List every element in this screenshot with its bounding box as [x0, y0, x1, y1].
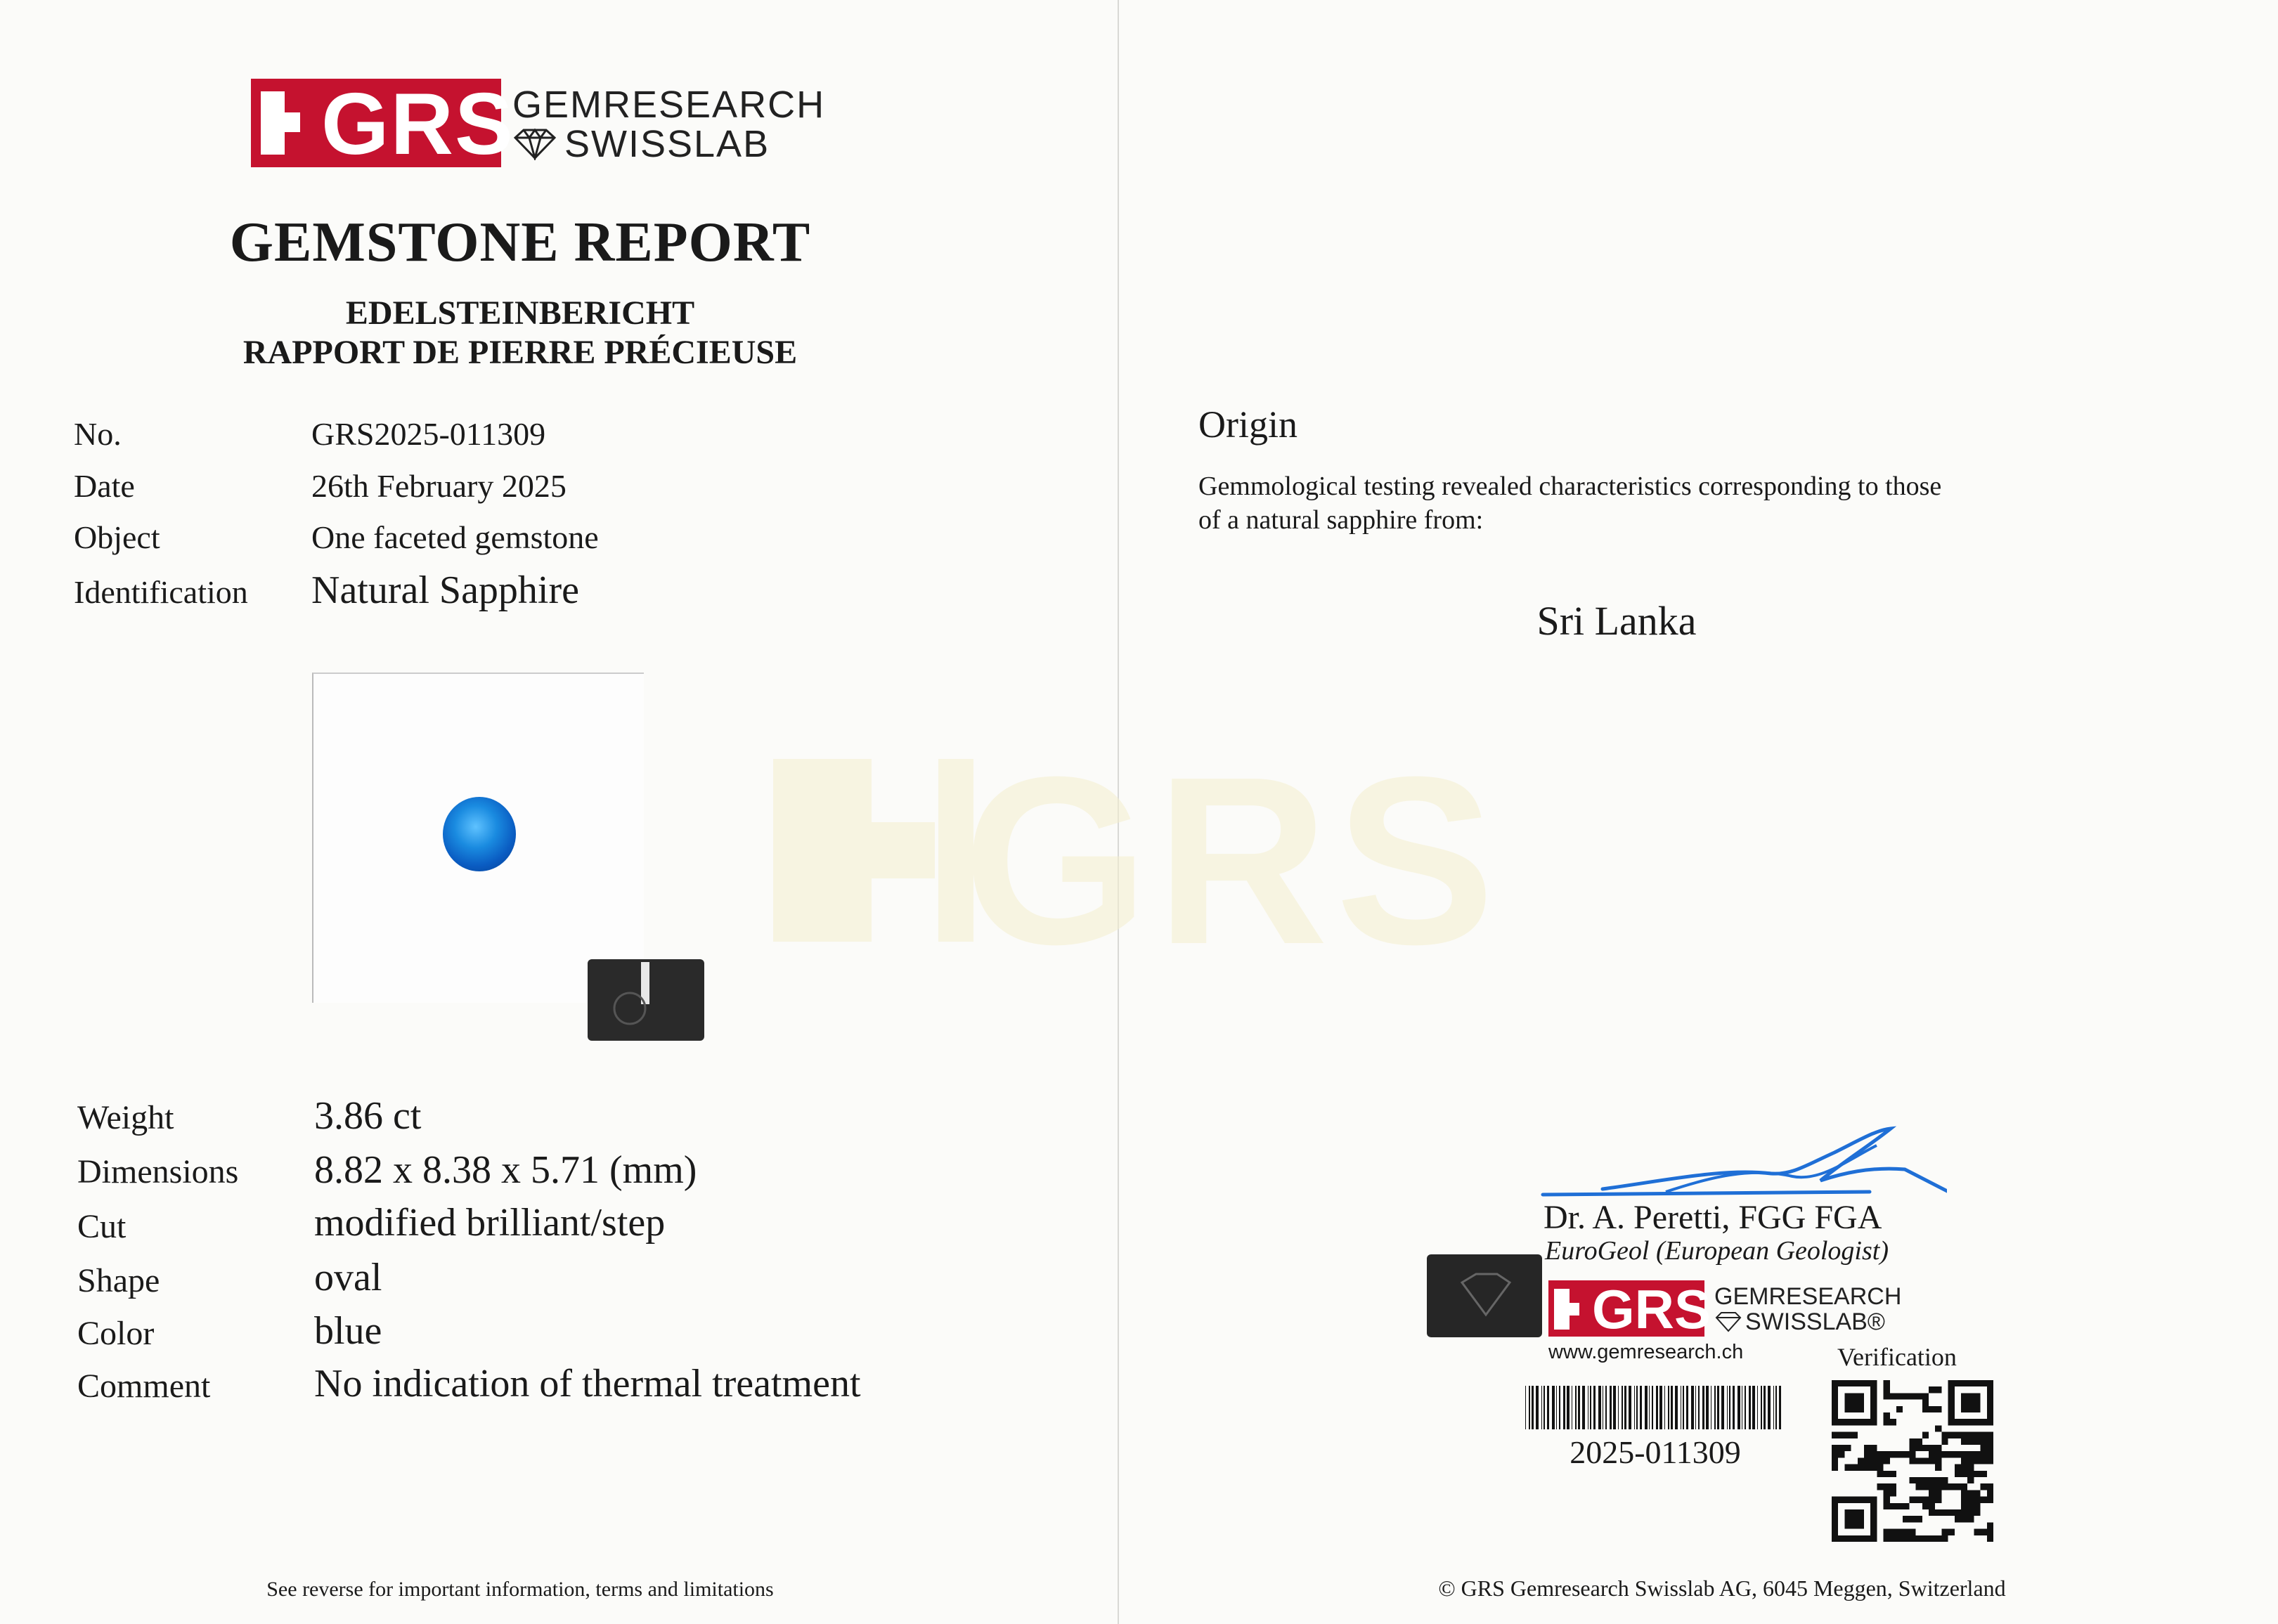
property-label: Shape	[77, 1262, 160, 1299]
report-date: 26th February 2025	[311, 468, 567, 504]
property-label: Color	[77, 1315, 155, 1352]
property-label: Dimensions	[77, 1153, 239, 1190]
grs-watermark	[773, 727, 1502, 994]
signature-scribble	[1539, 1124, 1947, 1202]
hologram-seal-footer	[1427, 1254, 1542, 1337]
verification-qr-code[interactable]	[1832, 1380, 1993, 1542]
footer-disclaimer: See reverse for important information, terms and limitations	[266, 1578, 774, 1601]
signer-title: EuroGeol (European Geologist)	[1545, 1236, 1889, 1266]
barcode-number: 2025-011309	[1570, 1434, 1741, 1470]
detail-label: No.	[74, 416, 122, 452]
property-cut: modified brilliant/step	[314, 1201, 666, 1245]
watermark-letters: GRS	[963, 727, 1502, 994]
property-shape: oval	[314, 1256, 382, 1299]
logo-line2: SWISSLAB	[564, 123, 770, 165]
property-label: Weight	[77, 1099, 174, 1136]
property-dimensions: 8.82 x 8.38 x 5.71 (mm)	[314, 1148, 697, 1192]
logo-brand: GRS	[321, 76, 515, 173]
diamond-icon	[1714, 1311, 1742, 1332]
footer-logo-line1: GEMRESEARCH	[1714, 1283, 1902, 1310]
verification-label: Verification	[1837, 1343, 1957, 1371]
property-comment: No indication of thermal treatment	[314, 1362, 861, 1405]
swiss-cross-icon	[261, 91, 310, 155]
property-label: Cut	[77, 1208, 127, 1245]
sapphire-photo	[443, 797, 516, 871]
header-logo	[251, 76, 826, 173]
signer-name: Dr. A. Peretti, FGG FGA	[1544, 1199, 1882, 1236]
report-title: GEMSTONE REPORT	[229, 212, 811, 273]
origin-text-line2: of a natural sapphire from:	[1198, 505, 1484, 535]
logo-line1: GEMRESEARCH	[512, 84, 826, 126]
property-color: blue	[314, 1309, 382, 1353]
report-subtitle-de: EDELSTEINBERICHT	[345, 294, 695, 332]
hologram-seal	[588, 959, 704, 1041]
property-weight: 3.86 ct	[314, 1094, 422, 1138]
origin-country: Sri Lanka	[1536, 598, 1697, 644]
origin-text-line1: Gemmological testing revealed characteristics corresponding to those	[1198, 472, 1942, 501]
report-subtitle-fr: RAPPORT DE PIERRE PRÉCIEUSE	[242, 334, 798, 371]
website-link[interactable]: www.gemresearch.ch	[1548, 1341, 1744, 1363]
detail-label: Identification	[74, 574, 248, 610]
footer-logo-brand: GRS	[1592, 1278, 1711, 1340]
footer-logo-line2: SWISSLAB®	[1745, 1308, 1885, 1335]
barcode	[1525, 1386, 1785, 1429]
report-object: One faceted gemstone	[311, 519, 599, 555]
detail-label: Object	[74, 519, 160, 555]
diamond-icon	[512, 128, 557, 160]
swiss-cross-icon	[1554, 1289, 1586, 1330]
report-number: GRS2025-011309	[311, 416, 546, 452]
footer-copyright: © GRS Gemresearch Swisslab AG, 6045 Meggen, Switzerland	[1438, 1576, 2006, 1601]
property-label: Comment	[77, 1368, 211, 1405]
report-identification: Natural Sapphire	[311, 569, 579, 612]
footer-logo	[1548, 1278, 1902, 1340]
origin-heading: Origin	[1198, 403, 1297, 446]
detail-label: Date	[74, 468, 135, 504]
